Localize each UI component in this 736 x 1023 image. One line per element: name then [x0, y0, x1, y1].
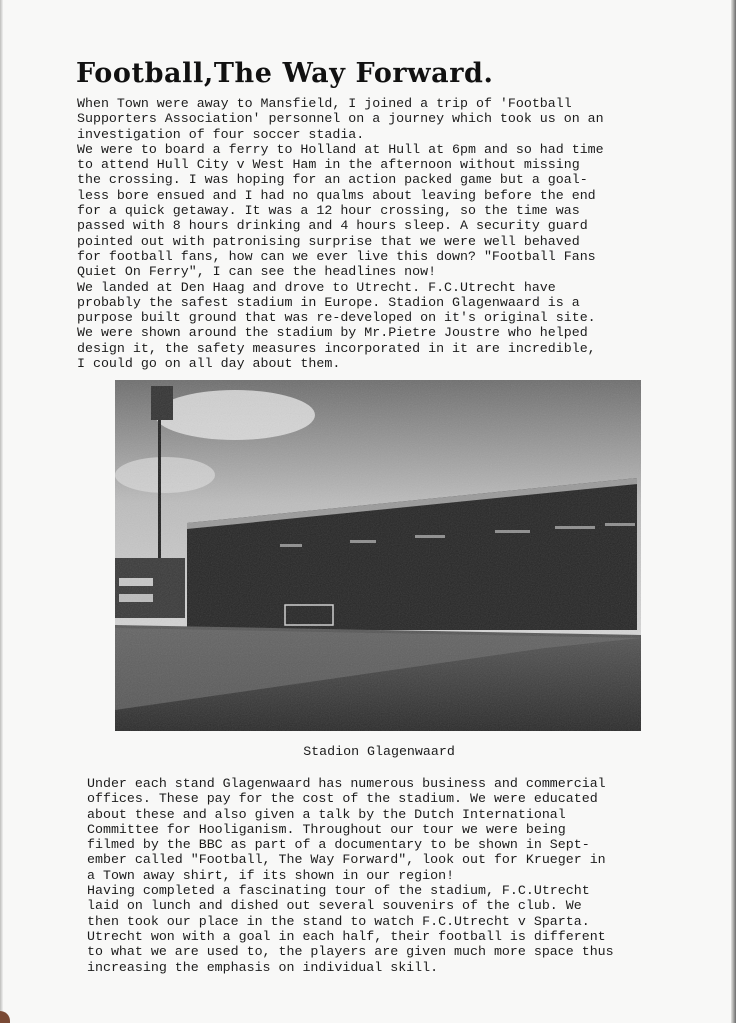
photo-caption: Stadion Glagenwaard: [303, 744, 455, 759]
text-line: laid on lunch and dished out several souvenirs of the club. We: [87, 898, 582, 914]
intro-paragraph: [77, 96, 604, 371]
text-line: Having completed a fascinating tour of the stadium, F.C.Utrecht: [87, 883, 590, 899]
text-line: When Town were away to Mansfield, I joined a trip of 'Football: [77, 96, 572, 111]
text-line: a Town away shirt, if its shown in our region!: [87, 867, 455, 883]
stadium-photo-image: [115, 380, 641, 731]
text-line: We landed at Den Haag and drove to Utrecht. F.C.Utrecht have: [77, 279, 556, 295]
text-line: offices. These pay for the cost of the stadium. We were educated: [87, 791, 598, 807]
text-line: I could go on all day about them.: [77, 356, 341, 372]
text-line: design it, the safety measures incorporated in it are incredible,: [77, 340, 596, 356]
text-line: then took our place in the stand to watch F.C.Utrecht v Sparta.: [87, 913, 590, 929]
text-line: increasing the emphasis on individual skill.: [87, 959, 439, 975]
text-line: We were shown around the stadium by Mr.Pietre Joustre who helped: [77, 325, 588, 341]
text-line: for a quick getaway. It was a 12 hour crossing, so the time was: [77, 203, 580, 219]
article-title: Football,The Way Forward.: [76, 58, 494, 89]
text-line: the crossing. I was hoping for an action packed game but a goal-: [77, 172, 588, 188]
text-line: pointed out with patronising surprise that we were well behaved: [77, 233, 580, 249]
stadium-photo: [115, 380, 641, 731]
page-corner-shadow: [0, 1011, 10, 1023]
text-line: Supporters Association' personnel on a journey which took us on an: [77, 111, 604, 127]
page-left-edge: [0, 0, 3, 1023]
text-line: to attend Hull City v West Ham in the afternoon without missing: [77, 157, 580, 173]
text-line: filmed by the BBC as part of a documentary to be shown in Sept-: [87, 837, 590, 853]
text-line: about these and also given a talk by the Dutch International: [87, 806, 566, 822]
text-line: purpose built ground that was re-developed on it's original site.: [77, 310, 596, 326]
text-line: for football fans, how can we ever live this down? "Football Fans: [77, 248, 596, 264]
text-line: ember called "Football, The Way Forward", look out for Krueger in: [87, 852, 606, 868]
text-line: investigation of four soccer stadia.: [77, 126, 365, 142]
text-line: to what we are used to, the players are given much more space thus: [87, 944, 614, 960]
text-line: probably the safest stadium in Europe. Stadion Glagenwaard is a: [77, 294, 580, 310]
text-line: Committee for Hooliganism. Throughout our tour we were being: [87, 821, 566, 837]
text-line: Under each stand Glagenwaard has numerous business and commercial: [87, 776, 606, 791]
photo-caption-row: [0, 744, 736, 759]
text-line: We were to board a ferry to Holland at Hull at 6pm and so had time: [77, 141, 604, 157]
photo-grain: [115, 380, 641, 731]
closing-paragraph: [87, 776, 614, 975]
page-right-edge: [731, 0, 736, 1023]
text-line: Utrecht won with a goal in each half, their football is different: [87, 928, 606, 944]
text-line: passed with 8 hours drinking and 4 hours sleep. A security guard: [77, 218, 588, 234]
text-line: Quiet On Ferry", I can see the headlines now!: [77, 264, 437, 280]
text-line: less bore ensued and I had no qualms about leaving before the end: [77, 187, 596, 203]
